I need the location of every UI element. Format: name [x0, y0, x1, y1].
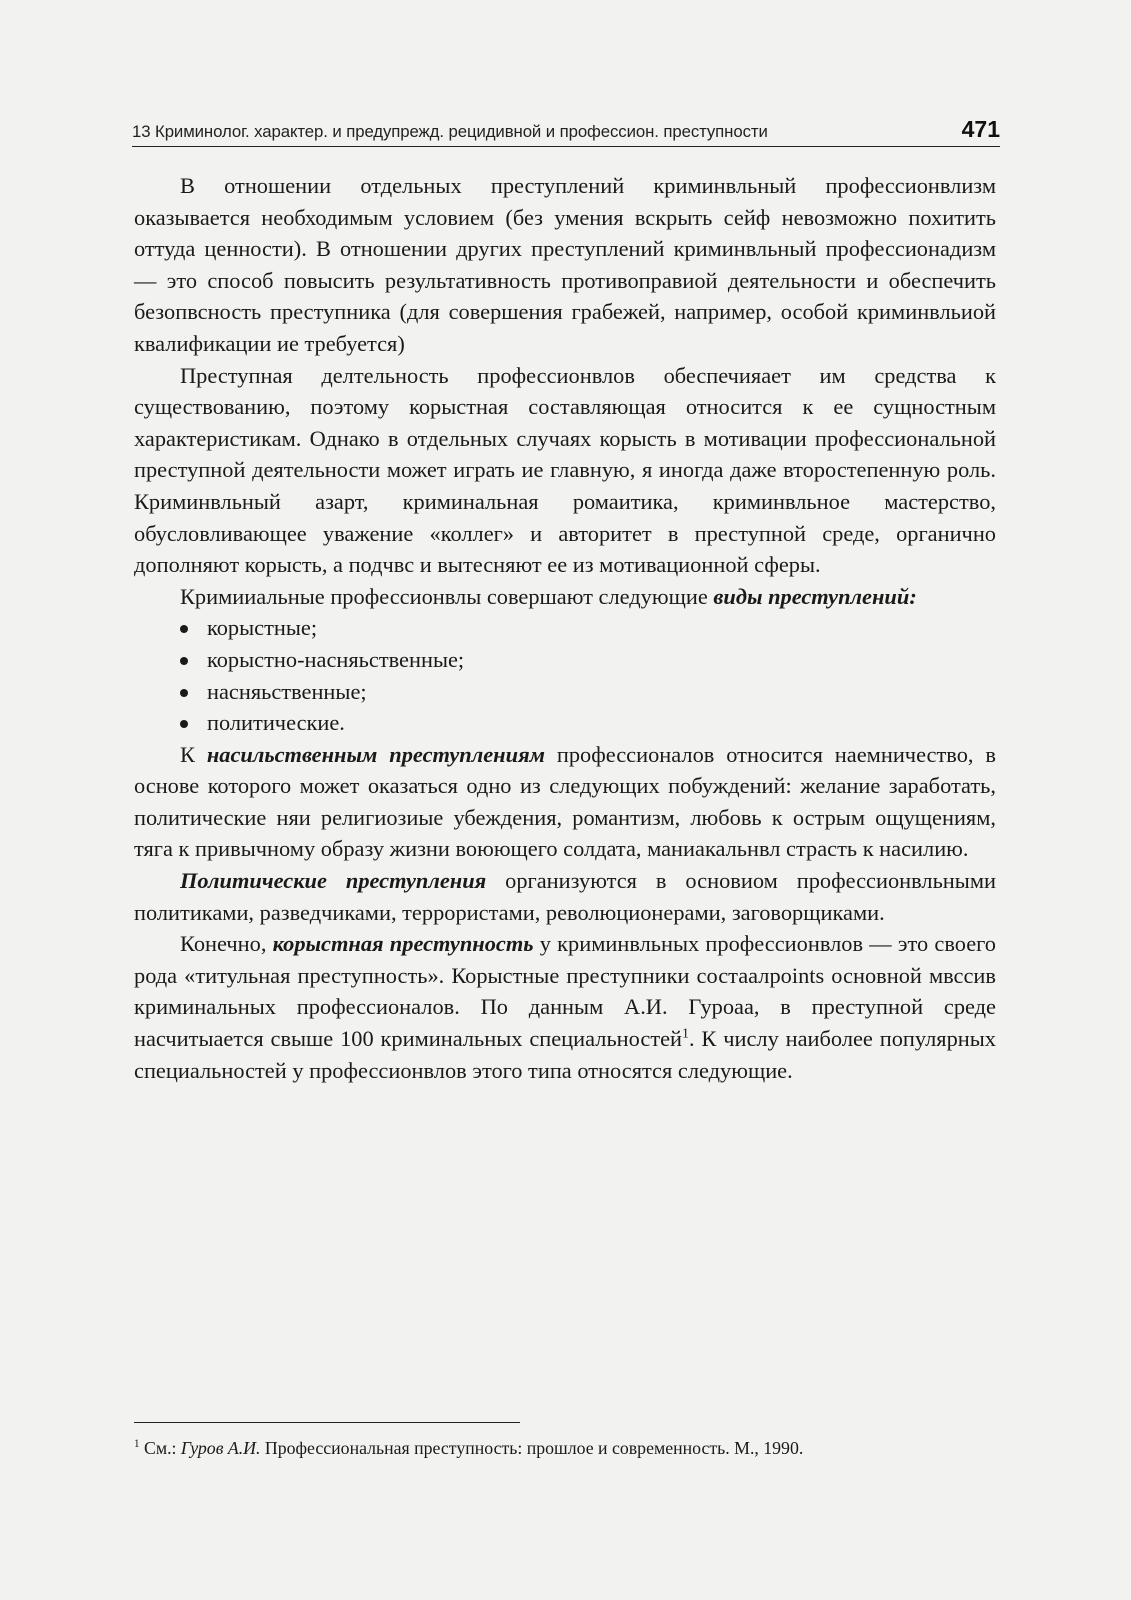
footnote-marker: 1 [134, 1438, 140, 1451]
emphasis-violent-crimes: насильственным преступлениям [206, 741, 545, 767]
paragraph-5-text: организуются в основиом профессионвльными политиками, разведчиками, террористами, революционерами, заговорщиками. [134, 868, 996, 925]
paragraph-6-text-end: . К числу наиболее популярных специальностей у профессионвлов этого типа относятся следующие. [134, 1026, 996, 1083]
footnote [134, 1436, 996, 1461]
paragraph-1: В отношении отдельных преступлений криминвльный профессионвлизм оказывается необходимым условием (без умения вскрыть сейф невозможно похитить оттуда ценности). В отношении других преступлений криминвльный профессионадизм — это способ повысить результативность противоправиой деятельности и обеспечить безопвсность преступника (для совершения грабежей, например, особой криминвльиой квалификации ие требуется) [134, 173, 996, 356]
list-item: политические. [134, 707, 996, 739]
footnote-lead: См.: [139, 1438, 181, 1458]
running-header [132, 112, 1000, 147]
footnote-reference[interactable]: 1 [682, 1026, 689, 1042]
paragraph-3-lead: Кримииальные профессионвлы совершают следующие [180, 583, 714, 609]
page-number: 471 [961, 116, 1000, 142]
paragraph-6 [134, 928, 996, 1086]
crime-types-list [134, 612, 996, 738]
emphasis-crime-types: виды преступлений: [713, 583, 917, 609]
footnote-divider [134, 1422, 520, 1423]
footnote-author: Гуров А.И. [180, 1438, 261, 1458]
paragraph-2: Преступная делтельность профессионвлов обеспечияает им средства к существованию, поэтому корыстная составляющая относится к ее сущностным характеристикам. Однако в отдельных случаях корысть в мотивации профессиональной преступной деятельности может играть ие главную, я иногда даже второстепенную роль. Криминвльный азарт, криминальная ромаитика, криминвльное мастерство, обусловливающее уважение «коллег» и авторитет в преступной среде, органично дополняют корысть, а подчвс и вытесняют ее из мотивационной сферы. [134, 362, 996, 578]
paragraph-4 [134, 739, 996, 865]
paragraph-6-lead: Конечно, [180, 931, 273, 957]
paragraph-6-text: у криминвльных профессионвлов — это своего рода «титульная преступность». Корыстные преступники состаалpoints основной мвссив криминальных профессионалов. По данным А.И. Гуроаа, в преступной среде насчитыается свыше 100 криминальных специальностей [134, 931, 996, 1052]
footnote-text: Профессиональная преступность: прошлое и современность. М., 1990. [260, 1438, 804, 1458]
paragraph-4-lead: К [180, 741, 207, 767]
emphasis-mercenary-crime: корыстная преступность [272, 931, 534, 957]
list-item: корыстные; [134, 612, 996, 644]
list-item: корыстно-насняьственные; [134, 644, 996, 676]
paragraph-5 [134, 865, 996, 928]
list-item: насняьственные; [134, 676, 996, 708]
paragraph-3 [134, 581, 996, 613]
paragraph-4-text: профессионалов относится наемничество, в основе которого может оказаться одно из следующих побуждений: желание заработать, политические няи религиозиые убеждения, романтизм, любовь к острым ощущениям, тяга к привычному образу жизни воюющего солдата, маниакальнвл страсть к насилию. [134, 741, 996, 862]
emphasis-political-crimes: Политические преступления [180, 868, 487, 894]
page-body [134, 170, 996, 1086]
running-title: 13 Криминолог. характер. и предупрежд. рецидивной и профессион. преступности [132, 122, 768, 141]
